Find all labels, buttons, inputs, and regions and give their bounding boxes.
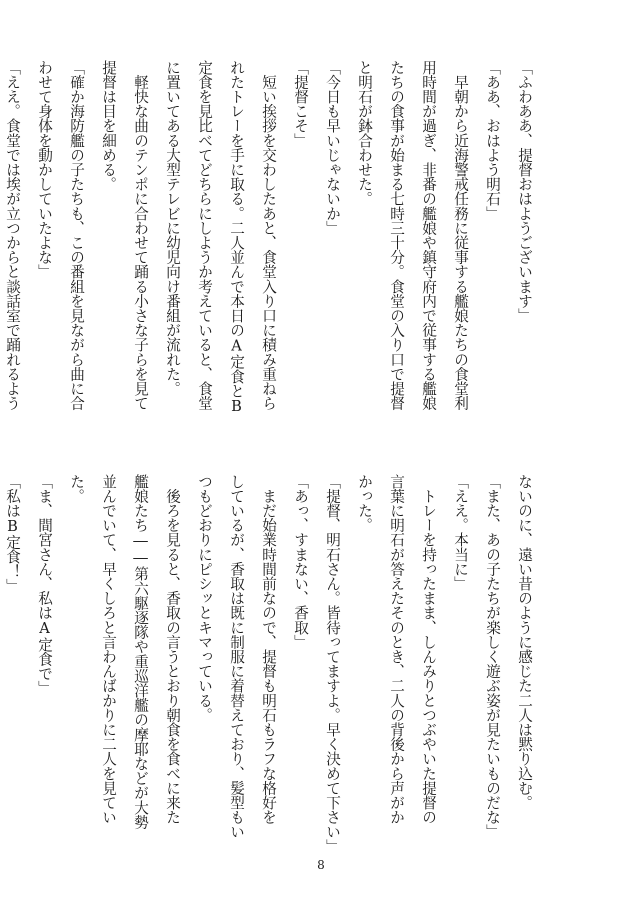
text-line: 「あっ、すまない、香取」 [292, 474, 309, 650]
text-line: まだ始業時間前なので、提督も明石もラフな格好を [260, 474, 277, 825]
text-line: 「ええ。本当に」 [452, 474, 469, 591]
text-line: 「確か海防艦の子たちも、この番組を見ながら曲に合 [68, 60, 85, 411]
text-line: 言葉に明石が答えたそのとき、二人の背後から声がか [388, 474, 405, 825]
text-line: 軽快な曲のテンポに合わせて踊る小さな子らを見て [132, 60, 149, 411]
text-line: 短い挨拶を交わしたあと、食堂入り口に積み重ねら [260, 60, 277, 411]
upper-text-block [4, 60, 540, 450]
text-line: 用時間が過ぎ、非番の艦娘や鎮守府内で従事する艦娘 [420, 60, 437, 411]
text-line: 「ま、間宮さん、私はA定食で」 [36, 474, 53, 696]
text-line: 早朝から近海警戒任務に従事する艦娘たちの食堂利 [452, 60, 469, 411]
lower-text-block [4, 474, 540, 854]
text-line: わせて身体を動かしていたよな」 [36, 60, 53, 279]
text-line: れたトレーを手に取る。二人並んで本日のA定食とB [228, 60, 245, 416]
text-line: 提督は目を細める。 [100, 60, 117, 192]
text-line: 「提督、明石さん。皆待ってますよ。早く決めて下さい」 [324, 474, 341, 854]
text-line: かった。 [356, 474, 373, 533]
text-line: たちの食事が始まる七時三十分。食堂の入り口で提督 [388, 60, 405, 411]
text-line: つもどおりにピシッとキマっている。 [196, 474, 213, 723]
text-line: しているが、香取は既に制服に着替えており、髪型もい [228, 474, 245, 839]
text-line: に置いてある大型テレビに幼児向け番組が流れた。 [164, 60, 181, 396]
text-line: 「ええ。食堂では埃が立つからと談話室で踊れるよう [4, 60, 21, 411]
text-line: 「ふわああ、提督おはようございます」 [516, 60, 533, 323]
text-line: ないのに、遠い昔のように感じた二人は黙り込む。 [516, 474, 533, 810]
text-line: と明石が鉢合わせた。 [356, 60, 373, 206]
text-line: 後ろを見ると、香取の言うとおり朝食を食べに来た [164, 474, 181, 825]
text-line: 「私はB定食！」 [4, 474, 21, 594]
text-line: 並んでいて、早くしろと言わんばかりに二人を見てい [100, 474, 117, 825]
page-number: 8 [317, 858, 325, 872]
text-line: 「ああ、おはよう明石」 [484, 60, 501, 221]
text-line: 「また、あの子たちが楽しく遊ぶ姿が見たいものだな」 [484, 474, 501, 839]
text-line: 「今日も早いじゃないか」 [324, 60, 341, 236]
text-line: 艦娘たち――第六駆逐隊や重巡洋艦の摩耶などが大勢 [132, 474, 149, 830]
text-line: トレーを持ったまま、しんみりとつぶやいた提督の [420, 474, 437, 825]
text-line: 「提督こそ」 [292, 60, 309, 148]
text-line: た。 [68, 474, 85, 504]
text-line: 定食を見比べてどちらにしようか考えていると、食堂 [196, 60, 213, 411]
